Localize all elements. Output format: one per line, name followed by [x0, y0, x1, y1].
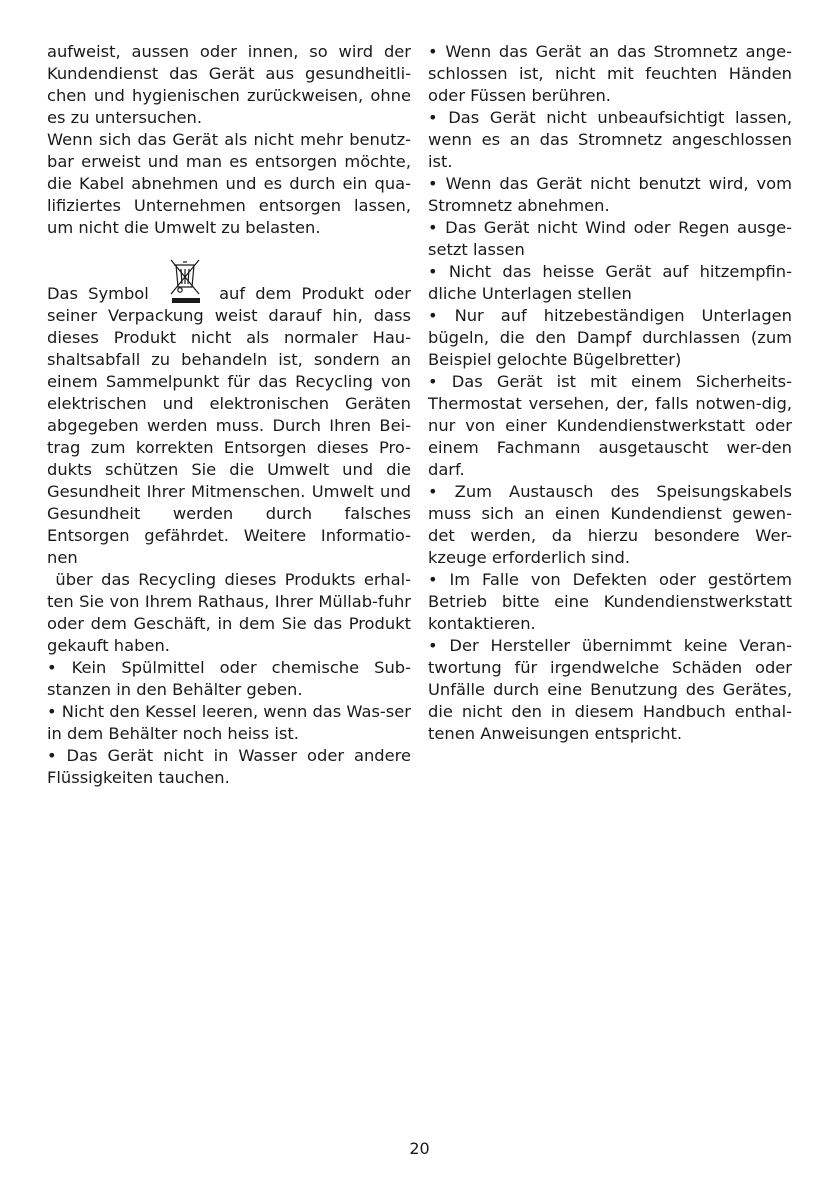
spacer: [47, 239, 411, 283]
bullet-right-2: • Das Gerät nicht unbeaufsichtigt lassen, wenn es an das Stromnetz angeschlossen ist.: [428, 108, 792, 171]
weee-text-after: auf dem Produkt oder seiner Verpackung weist darauf hin, dass dieses Produkt nicht als normaler Hau-shaltsabfall zu behandeln ist, sondern an einem Sammelpunkt für das Recycling von elektrischen und elektronischen Geräten abgegeben werden muss. Durch Ihren Bei-trag zum korrekten Entsorgen dieses Pro-dukts schützen Sie die Umwelt und die Gesundheit Ihrer Mitmenschen. Umwelt und Gesundheit werden durch falsches Entsorgen gefährdet. Weitere Informatio-nen: [47, 284, 411, 567]
bullet-right-3: • Wenn das Gerät nicht benutzt wird, vom Stromnetz abnehmen.: [428, 174, 792, 215]
bullet-right-1: • Wenn das Gerät an das Stromnetz ange-schlossen ist, nicht mit feuchten Händen oder Füssen berühren.: [428, 42, 792, 105]
bullet-left-1: • Kein Spülmittel oder chemische Sub-stanzen in den Behälter geben.: [47, 658, 411, 699]
right-column: [428, 41, 792, 745]
bullet-right-9: • Im Falle von Defekten oder gestörtem Betrieb bitte eine Kundendienstwerkstatt kontaktieren.: [428, 570, 792, 633]
weee-text-before: Das Symbol: [47, 284, 149, 303]
bullet-left-3: • Das Gerät nicht in Wasser oder andere Flüssigkeiten tauchen.: [47, 746, 411, 787]
paragraph-weee: [47, 283, 411, 569]
paragraph-disposal: Wenn sich das Gerät als nicht mehr benutz-bar erweist und man es entsorgen möchte, die Kabel abnehmen und es durch ein qua-lifiziertes Unternehmen entsorgen lassen, um nicht die Umwelt zu belasten.: [47, 130, 411, 237]
bullet-right-8: • Zum Austausch des Speisungskabels muss sich an einen Kundendienst gewen-det werden, da hierzu besondere Wer-kzeuge erforderlich sind.: [428, 482, 792, 567]
bullet-right-6: • Nur auf hitzebeständigen Unterlagen bügeln, die den Dampf durchlassen (zum Beispiel gelochte Bügelbretter): [428, 306, 792, 369]
bullet-right-10: • Der Hersteller übernimmt keine Veran-twortung für irgendwelche Schäden oder Unfälle durch eine Benutzung des Gerätes, die nicht den in diesem Handbuch enthal-tenen Anweisungen entspricht.: [428, 636, 792, 743]
paragraph-recycling-info: über das Recycling dieses Produkts erhal-ten Sie von Ihrem Rathaus, Ihrer Müllab-fuhr oder dem Geschäft, in dem Sie das Produkt gekauft haben.: [47, 570, 417, 655]
paragraph-inspection: aufweist, aussen oder innen, so wird der Kundendienst das Gerät aus gesundheitli-chen und hygienischen zurückweisen, ohne es zu untersuchen.: [47, 42, 411, 127]
bullet-right-7: • Das Gerät ist mit einem Sicherheits-Thermostat versehen, der, falls notwen-dig, nur von einer Kundendienstwerkstatt oder einem Fachmann ausgetauscht wer-den darf.: [428, 372, 792, 479]
bullet-right-5: • Nicht das heisse Gerät auf hitzempfin-dliche Unterlagen stellen: [428, 262, 792, 303]
bullet-right-4: • Das Gerät nicht Wind oder Regen ausge-setzt lassen: [428, 218, 792, 259]
page-number: 20: [409, 1139, 430, 1158]
left-column: [47, 41, 417, 789]
weee-icon: [159, 298, 209, 299]
bullet-left-2: • Nicht den Kessel leeren, wenn das Was-ser in dem Behälter noch heiss ist.: [47, 702, 411, 743]
